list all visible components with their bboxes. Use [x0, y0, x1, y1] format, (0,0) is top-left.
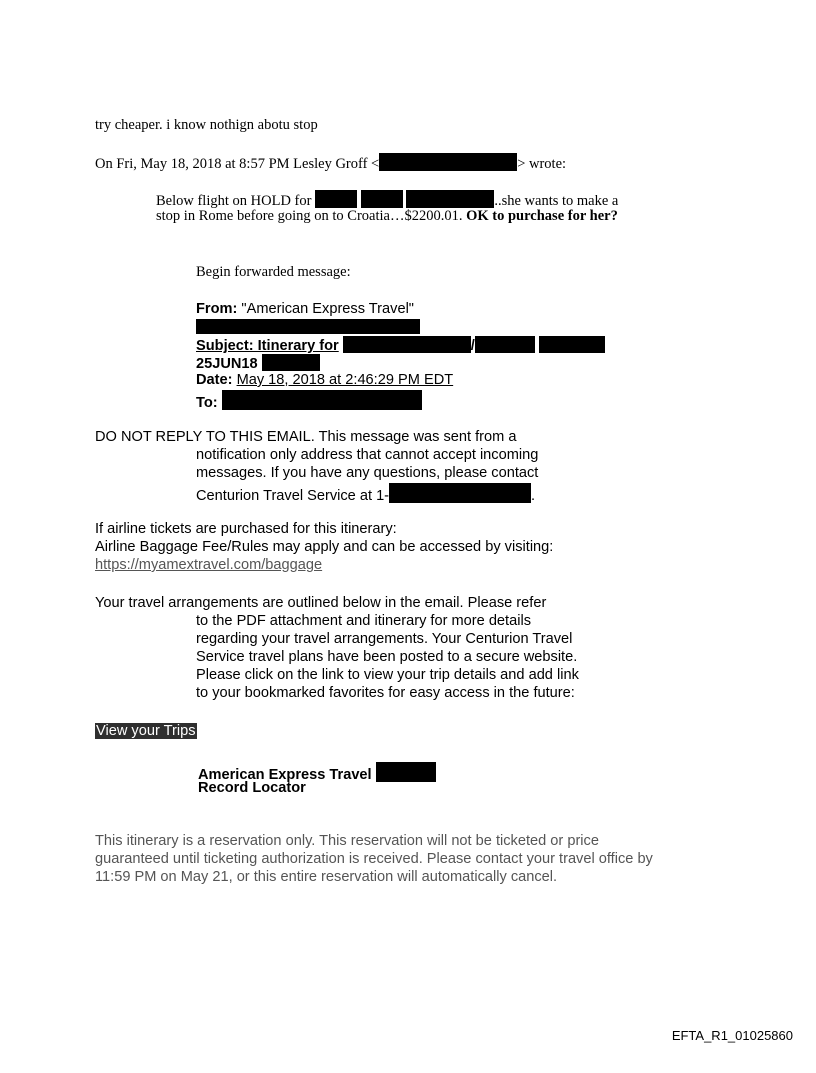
- disclaimer-line-1: This itinerary is a reservation only. This reservation will not be ticketed or price: [95, 833, 599, 849]
- reply-text: try cheaper. i know nothign abotu stop: [95, 117, 318, 133]
- notice-line-4-prefix: Centurion Travel Service at 1-: [196, 488, 390, 504]
- view-trips-link[interactable]: [95, 723, 197, 740]
- notice-line-2: notification only address that cannot accept incoming: [196, 447, 539, 463]
- from-value: "American Express Travel": [241, 301, 414, 317]
- subject-date: 25JUN18: [196, 356, 258, 372]
- notice-line-1: DO NOT REPLY TO THIS EMAIL. This message was sent from a: [95, 429, 517, 445]
- quote-header-prefix: On Fri, May 18, 2018 at 8:57 PM Lesley Groff <: [95, 156, 380, 172]
- baggage-line-2: Airline Baggage Fee/Rules may apply and can be accessed by visiting:: [95, 539, 554, 555]
- arrangements-line-2: to the PDF attachment and itinerary for more details: [196, 613, 532, 629]
- disclaimer-line-2: guaranteed until ticketing authorization is received. Please contact your travel office by: [95, 851, 653, 867]
- quote-header: [95, 153, 566, 173]
- document-id: EFTA_R1_01025860: [671, 1028, 793, 1043]
- disclaimer-line-3: 11:59 PM on May 21, or this entire reservation will automatically cancel.: [95, 869, 558, 885]
- redaction-block: [389, 483, 531, 503]
- arrangements-line-3: regarding your travel arrangements. Your Centurion Travel: [196, 631, 573, 647]
- baggage-link[interactable]: https://myamextravel.com/baggage: [95, 557, 323, 573]
- forward-heading: Begin forwarded message:: [196, 264, 351, 280]
- from-address-redaction: [196, 318, 420, 335]
- redaction-block: [196, 319, 420, 334]
- redaction-block: [376, 762, 436, 782]
- quote-header-suffix: > wrote:: [517, 156, 567, 172]
- subject-separator: /: [470, 338, 475, 354]
- to-label: To:: [196, 395, 218, 411]
- date-value: May 18, 2018 at 2:46:29 PM EDT: [236, 372, 454, 388]
- notice-line-3: messages. If you have any questions, please contact: [196, 465, 539, 481]
- view-trips-label[interactable]: View your Trips: [96, 723, 196, 739]
- quoted-line-2: [156, 208, 618, 225]
- redaction-block: [539, 336, 605, 353]
- record-line-1-text: American Express Travel: [198, 767, 372, 783]
- subject-label: Subject: Itinerary for: [196, 338, 339, 354]
- redaction-block: [475, 336, 535, 353]
- quoted-line-1-suffix: ..she wants to make a: [494, 193, 619, 209]
- redaction-block: [379, 153, 517, 171]
- redaction-block: [361, 190, 403, 208]
- forward-subject-date: [196, 354, 320, 373]
- forward-to: [196, 390, 422, 412]
- redaction-block: [222, 390, 422, 410]
- arrangements-line-4: Service travel plans have been posted to a secure website.: [196, 649, 578, 665]
- forward-from: [196, 301, 414, 318]
- arrangements-line-1: Your travel arrangements are outlined below in the email. Please refer: [95, 595, 547, 611]
- quoted-line-2-bold: OK to purchase for her?: [466, 208, 618, 224]
- redaction-block: [343, 336, 471, 353]
- forward-subject: [196, 336, 605, 355]
- quoted-line-1-prefix: Below flight on HOLD for: [156, 193, 312, 209]
- quoted-line-2-text: stop in Rome before going on to Croatia…$2200.01.: [156, 208, 463, 224]
- date-label: Date:: [196, 372, 233, 388]
- from-label: From:: [196, 301, 238, 317]
- redaction-block: [315, 190, 357, 208]
- redaction-block: [406, 190, 494, 208]
- arrangements-line-6: to your bookmarked favorites for easy access in the future:: [196, 685, 575, 701]
- notice-line-4-suffix: .: [531, 488, 536, 504]
- forward-date: [196, 372, 453, 389]
- arrangements-line-5: Please click on the link to view your trip details and add link: [196, 667, 579, 683]
- record-line-2: Record Locator: [198, 780, 306, 796]
- notice-line-4: [196, 483, 535, 505]
- redaction-block: [262, 354, 320, 371]
- quoted-line-1: [156, 190, 618, 210]
- baggage-line-1: If airline tickets are purchased for this itinerary:: [95, 521, 397, 537]
